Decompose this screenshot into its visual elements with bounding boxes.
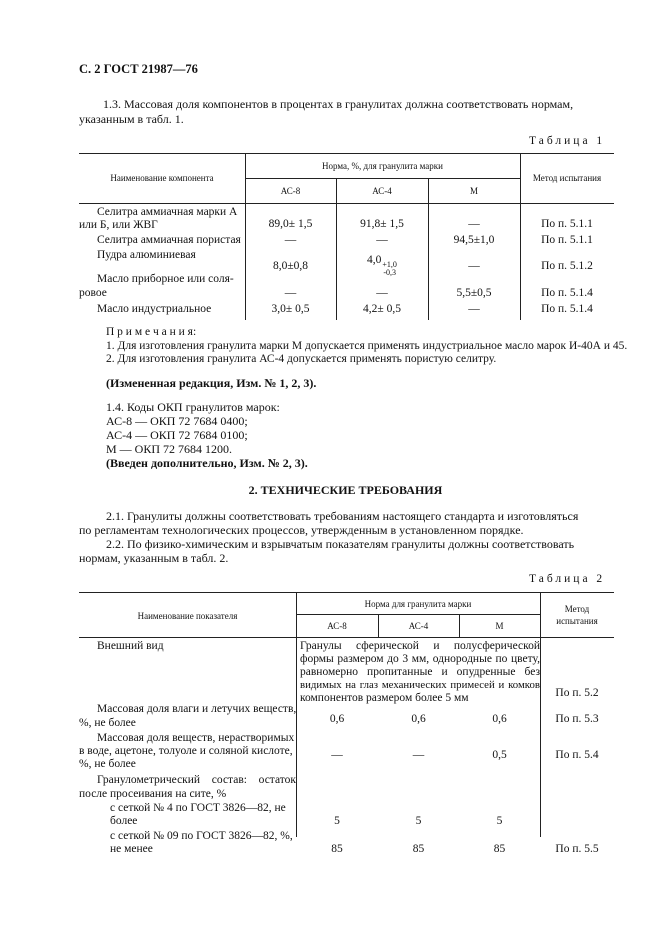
t1-row1-ac4: 91,8± 1,5	[360, 218, 404, 230]
t1-row2-m: 94,5±1,0	[453, 234, 495, 246]
t2-col-method-2: испытания	[556, 616, 598, 626]
table1-top-rule	[79, 153, 614, 154]
t1-row5-method: По п. 5.1.4	[541, 303, 593, 315]
t2-moisture-ac4: 0,6	[411, 713, 426, 725]
code-ac4: АС-4 — ОКП 72 7684 0100;	[106, 428, 248, 442]
para-2-2-line2: нормам, указанным в табл. 2.	[79, 551, 229, 565]
t2-sieve09-ac4: 85	[412, 843, 425, 855]
t1-row5-name: Масло индустриальное	[97, 303, 212, 315]
t2-appearance-name: Внешний вид	[97, 640, 164, 652]
t1-row1-name: Селитра аммиачная марки А	[97, 206, 238, 218]
t2-insoluble-name: Массовая доля веществ, нерастворимых	[97, 732, 295, 744]
t1-row4-ac4: —	[376, 287, 388, 299]
t2-col-method-1: Метод	[564, 604, 590, 614]
t1-row5-m: —	[468, 303, 480, 315]
t1-row3-method: По п. 5.1.2	[541, 260, 593, 272]
codes-added-note: (Введен дополнительно, Изм. № 2, 3).	[106, 456, 308, 470]
t2-insoluble-ac4: —	[412, 749, 425, 761]
t1-row3-ac4-sup: +1,0	[382, 260, 397, 269]
t2-grade-m: М	[495, 621, 504, 631]
t1-row3-ac4	[336, 254, 428, 277]
t2-moisture-name: Массовая доля влаги и летучих веществ,	[97, 703, 297, 715]
t1-col-component: Наименование компонента	[110, 173, 214, 183]
t2-col-norm: Норма для гранулита марки	[364, 599, 472, 609]
para-2-1-line2: по регламентам технологических процессов, утвержденным в установленном порядке.	[79, 523, 524, 537]
t2-appearance-method: По п. 5.2	[555, 687, 599, 699]
t1-row3-name: Пудра алюминиевая	[97, 249, 196, 261]
t2-sieve09-method: По п. 5.5	[555, 843, 599, 855]
t1-row3-ac4-sub: -0,3	[383, 268, 397, 277]
t2-grade-ac4: АС-4	[408, 621, 429, 631]
t1-row4-name-cont: ровое	[79, 287, 107, 299]
t2-moisture-name-cont: %, не более	[79, 717, 136, 729]
t1-row2-name: Селитра аммиачная пористая	[97, 234, 241, 246]
page-header: С. 2 ГОСТ 21987—76	[79, 62, 198, 76]
t2-moisture-ac8: 0,6	[329, 713, 345, 725]
t2-col-indicator: Наименование показателя	[137, 611, 238, 621]
t1-row2-ac8: —	[284, 234, 297, 246]
t1-col-norm: Норма, %, для гранулита марки	[322, 161, 443, 171]
t1-row1-method: По п. 5.1.1	[541, 218, 593, 230]
table2-header-rule	[79, 637, 614, 638]
t2-insoluble-ac8: —	[331, 749, 343, 761]
para-1-3-line1: 1.3. Массовая доля компонентов в процентах в гранулитах должна соответствовать нормам,	[103, 97, 574, 111]
para-2-2-line1: 2.2. По физико-химическим и взрывчатым показателям гранулиты должны соответствовать	[106, 537, 575, 551]
t1-row2-method: По п. 5.1.1	[541, 234, 593, 246]
t2-insoluble-name-cont2: %, не более	[79, 758, 136, 770]
t1-grade-ac4: АС-4	[372, 186, 392, 196]
note-1: 1. Для изготовления гранулита марки М допускается применять индустриальное масло марок И-40А и 45.	[106, 340, 628, 352]
t2-sieve09-name: с сеткой № 09 по ГОСТ 3826—82, %,	[110, 830, 293, 842]
t1-row2-ac4: —	[376, 234, 388, 246]
t1-row5-ac8: 3,0± 0,5	[271, 303, 310, 315]
notes-title: П р и м е ч а н и я:	[106, 326, 197, 338]
t2-insoluble-method: По п. 5.4	[555, 749, 599, 761]
table2-top-rule	[79, 592, 614, 593]
t2-sieve4-ac8: 5	[334, 815, 340, 827]
t1-row1-m: —	[468, 218, 480, 230]
t2-appearance-l3: равномерно пропитанные и опудренные без	[300, 666, 540, 678]
code-m: М — ОКП 72 7684 1200.	[106, 442, 233, 456]
t1-row4-m: 5,5±0,5	[456, 287, 492, 299]
t2-appearance-l2: формы размером до 3 мм, однородные по цвету,	[300, 653, 540, 665]
t2-insoluble-m: 0,5	[492, 749, 507, 761]
t2-sieve09-name-cont: не менее	[110, 843, 153, 855]
table1-caption: Таблица 1	[529, 135, 606, 147]
t2-appearance-l1: Гранулы сферической и полусферической	[300, 640, 540, 652]
t2-insoluble-name-cont: в воде, ацетоне, толуоле и соляной кислоте,	[79, 745, 293, 757]
table1-header-rule	[79, 203, 614, 204]
t1-col-method: Метод испытания	[532, 173, 602, 183]
t2-granulo-name-cont: после просеивания на сите, %	[79, 788, 227, 800]
t1-row3-ac4-tolerance	[382, 261, 397, 277]
t2-sieve4-name-cont: более	[110, 815, 138, 827]
table2-caption: Таблица 2	[529, 573, 606, 585]
t1-row4-ac8: —	[284, 287, 297, 299]
note-2: 2. Для изготовления гранулита АС-4 допускается применять пористую селитру.	[106, 353, 497, 365]
table2-mid-rule	[296, 614, 540, 615]
t1-row3-m: —	[468, 260, 480, 272]
edit-note-1: (Измененная редакция, Изм. № 1, 2, 3).	[106, 376, 317, 390]
t2-sieve09-m: 85	[493, 843, 506, 855]
t1-row3-ac4-base: 4,0	[367, 254, 382, 266]
t2-appearance-l4: видимых на глаз механических примесей и комков	[300, 679, 540, 691]
t2-sieve4-ac4: 5	[415, 815, 422, 827]
t2-moisture-method: По п. 5.3	[555, 713, 599, 725]
code-ac8: АС-8 — ОКП 72 7684 0400;	[106, 414, 248, 428]
t1-row4-name: Масло приборное или соля-	[97, 273, 234, 285]
para-1-3-line2: указанным в табл. 1.	[79, 112, 184, 126]
t1-row3-ac8: 8,0±0,8	[272, 260, 309, 272]
t1-row4-method: По п. 5.1.4	[541, 287, 593, 299]
t2-appearance-l5: компонентов размером более 5 мм	[300, 692, 469, 704]
section2-heading: 2. ТЕХНИЧЕСКИЕ ТРЕБОВАНИЯ	[248, 483, 443, 497]
t2-sieve4-name: с сеткой № 4 по ГОСТ 3826—82, не	[110, 802, 286, 814]
t2-grade-ac8: АС-8	[327, 621, 347, 631]
t2-sieve4-m: 5	[496, 815, 503, 827]
t1-grade-ac8: АС-8	[280, 186, 301, 196]
t1-grade-m: М	[469, 186, 478, 196]
t2-moisture-m: 0,6	[492, 713, 507, 725]
t2-granulo-name: Гранулометрический состав: остаток	[97, 774, 296, 786]
para-2-1-line1: 2.1. Гранулиты должны соответствовать требованиям настоящего стандарта и изготовляться	[106, 509, 579, 523]
t1-row5-ac4: 4,2± 0,5	[363, 303, 401, 315]
table1-mid-rule	[245, 178, 520, 179]
t2-sieve09-ac8: 85	[331, 843, 343, 855]
t1-row1-name-cont: или Б, или ЖВГ	[79, 219, 158, 231]
t1-row1-ac8: 89,0± 1,5	[268, 218, 313, 230]
codes-title: 1.4. Коды ОКП гранулитов марок:	[106, 400, 280, 414]
